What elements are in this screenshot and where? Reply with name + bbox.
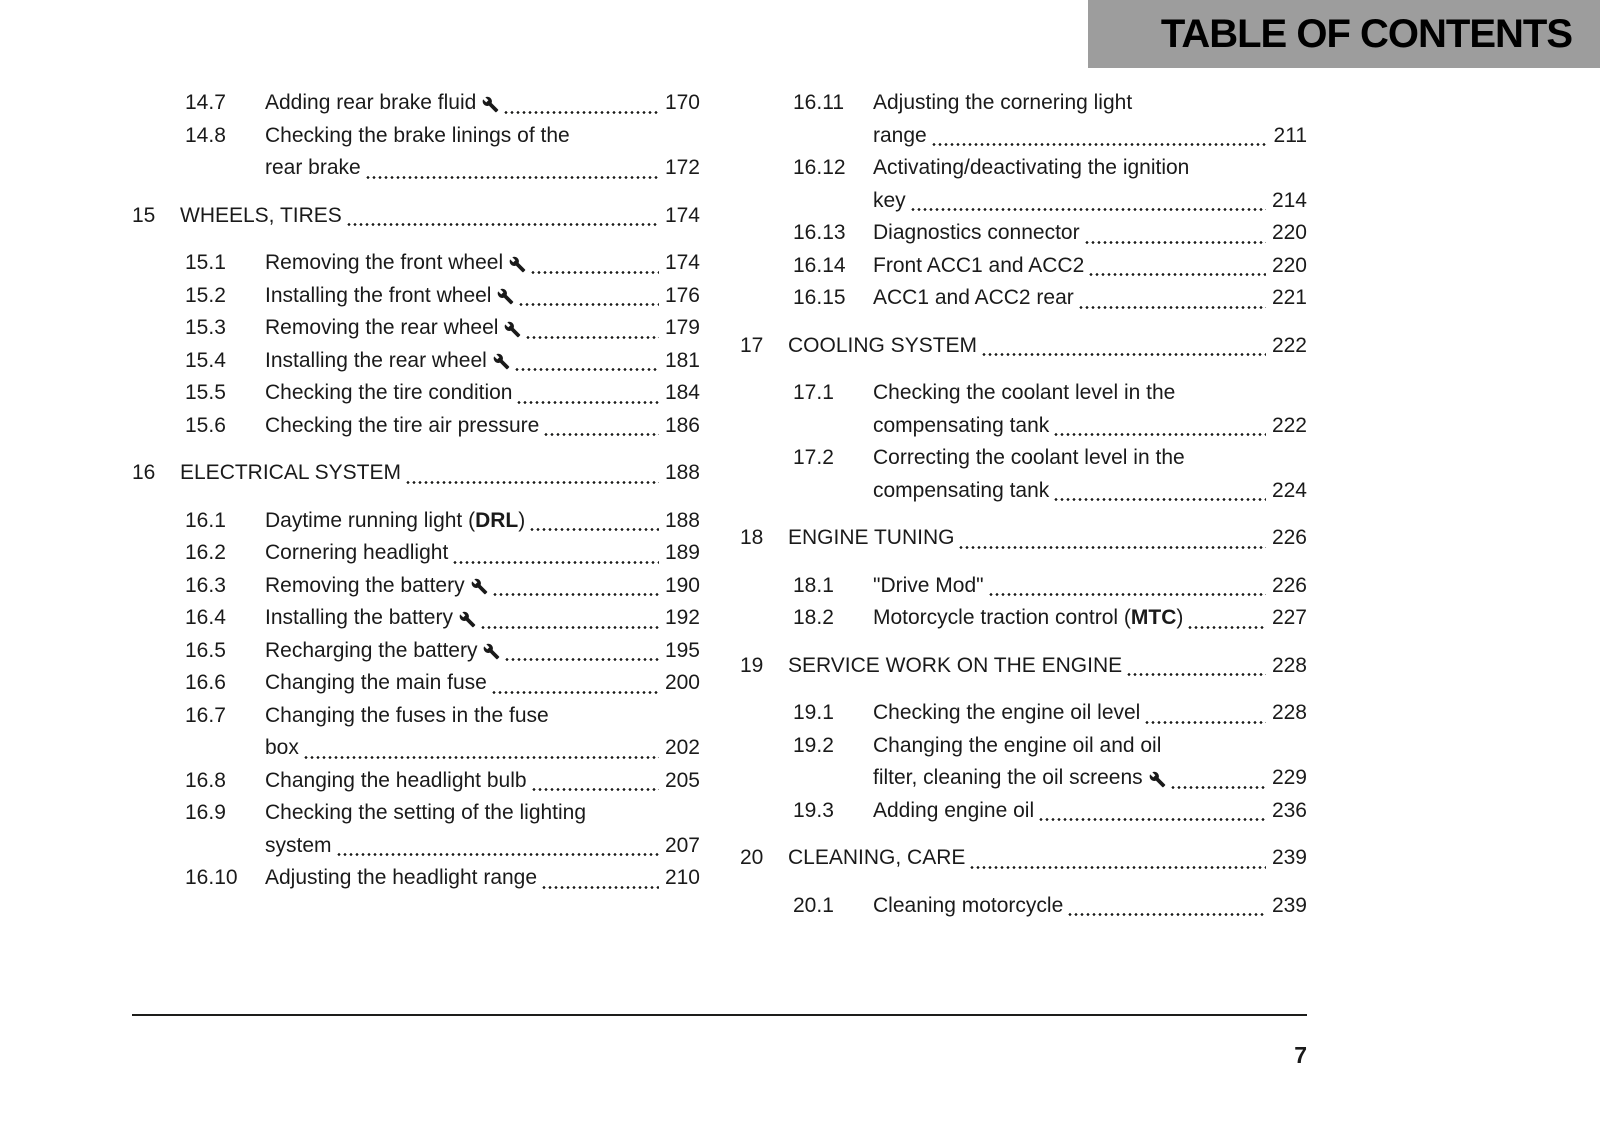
toc-entry — [132, 765, 700, 798]
wrench-icon — [509, 256, 526, 273]
dot-leader — [303, 756, 659, 759]
toc-entry-title: "Drive Mod" 226 — [873, 570, 1307, 603]
toc-entry-page: 189 — [664, 541, 700, 564]
toc-entry-number: 17.2 — [793, 446, 834, 469]
toc-entry — [132, 457, 700, 490]
toc-entry — [740, 282, 1307, 315]
dot-leader — [958, 546, 1265, 549]
toc-entry-title: Front ACC1 and ACC2 220 — [873, 250, 1307, 283]
dot-leader — [1187, 626, 1266, 629]
dot-leader — [910, 208, 1266, 211]
dot-leader — [1084, 241, 1266, 244]
toc-entry-page: 222 — [1271, 413, 1307, 437]
toc-entry-number: 14.7 — [185, 91, 226, 114]
toc-entry-page: 220 — [1271, 221, 1307, 244]
toc-entry-page: 236 — [1271, 798, 1307, 822]
toc-entry-number: 16.12 — [793, 156, 846, 179]
toc-entry-title: Correcting the coolant level in the compensating tank 224 — [873, 442, 1307, 507]
toc-entry-page: 229 — [1271, 766, 1307, 789]
toc-entry-title: Checking the engine oil level 228 — [873, 697, 1307, 730]
toc-entry-page: 170 — [664, 91, 700, 114]
toc-entry-number: 18 — [740, 526, 764, 549]
toc-entry-page: 222 — [1271, 333, 1307, 357]
toc-entry — [132, 410, 700, 443]
dot-leader — [518, 303, 658, 306]
footer-page-number: 7 — [1294, 1042, 1307, 1068]
toc-entry-page: 228 — [1271, 653, 1307, 677]
toc-entry-title: ACC1 and ACC2 rear 221 — [873, 282, 1307, 315]
toc-entry-page: 207 — [664, 833, 700, 857]
toc-entry-page: 192 — [664, 606, 700, 629]
toc-entry — [132, 345, 700, 378]
toc-entry-number: 17.1 — [793, 381, 834, 404]
wrench-icon — [471, 578, 488, 595]
dot-leader — [1170, 786, 1266, 789]
toc-entry-page: 186 — [664, 413, 700, 437]
toc-entry-page: 172 — [664, 156, 700, 179]
toc-entry — [740, 730, 1307, 795]
toc-entry-title: Cleaning motorcycle 239 — [873, 890, 1307, 923]
toc-entry-title: Checking the setting of the lighting system 207 — [265, 797, 700, 862]
toc-entry-number: 16.4 — [185, 606, 226, 629]
dot-leader — [492, 593, 659, 596]
toc-entry-page: 210 — [664, 866, 700, 889]
toc-entry-title: WHEELS, TIRES 174 — [180, 200, 700, 233]
toc-entry-title: ELECTRICAL SYSTEM 188 — [180, 457, 700, 490]
dot-leader — [1126, 673, 1266, 676]
toc-entry-number: 16.13 — [793, 221, 846, 244]
toc-entry-number: 16 — [132, 461, 156, 484]
toc-entry-page: 202 — [664, 736, 700, 759]
toc-entry — [740, 795, 1307, 828]
toc-entry-number: 19.3 — [793, 798, 834, 822]
toc-entry — [132, 570, 700, 603]
toc-entry-page: 211 — [1273, 123, 1307, 147]
toc-entry — [132, 602, 700, 635]
toc-entry — [132, 505, 700, 538]
dot-leader — [1053, 498, 1266, 501]
header-bar — [1088, 0, 1600, 68]
toc-entry-number: 16.8 — [185, 768, 226, 792]
toc-entry — [740, 152, 1307, 217]
toc-entry-page: 221 — [1271, 286, 1307, 309]
toc-entry-title: Adjusting the cornering light range 211 — [873, 87, 1307, 152]
toc-entry-number: 16.6 — [185, 671, 226, 694]
dot-leader — [969, 866, 1266, 869]
toc-entry — [132, 862, 700, 895]
dot-leader — [543, 433, 659, 436]
toc-entry-number: 15.6 — [185, 413, 226, 437]
toc-entry-number: 15.2 — [185, 283, 226, 307]
toc-entry-number: 16.10 — [185, 866, 238, 889]
toc-entry-title: Activating/deactivating the ignition key 214 — [873, 152, 1307, 217]
toc-entry-number: 15.4 — [185, 348, 226, 372]
toc-entry-page: 195 — [664, 638, 700, 662]
dot-leader — [531, 788, 659, 791]
dot-leader — [346, 223, 659, 226]
toc-entry — [132, 312, 700, 345]
toc-entry — [740, 842, 1307, 875]
toc-entry-page: 205 — [664, 768, 700, 792]
toc-entry — [740, 890, 1307, 923]
toc-entry-number: 19 — [740, 653, 764, 677]
toc-entry — [132, 700, 700, 765]
dot-leader — [529, 528, 659, 531]
toc-entry-title: Installing the rear wheel 181 — [265, 345, 700, 378]
toc-entry-number: 16.9 — [185, 801, 226, 824]
toc-entry — [132, 200, 700, 233]
dot-leader — [336, 853, 659, 856]
dot-leader — [981, 353, 1266, 356]
toc-entry — [132, 797, 700, 862]
toc-entry-number: 17 — [740, 333, 764, 357]
toc-entry-title: Adding engine oil 236 — [873, 795, 1307, 828]
toc-entry-title: ENGINE TUNING 226 — [788, 522, 1307, 555]
toc-entry — [740, 250, 1307, 283]
dot-leader — [504, 658, 658, 661]
toc-entry — [740, 377, 1307, 442]
toc-entry-page: 174 — [664, 251, 700, 274]
toc-entry — [740, 522, 1307, 555]
dot-leader — [525, 336, 659, 339]
toc-entry-title: Removing the battery 190 — [265, 570, 700, 603]
toc-entry-number: 16.3 — [185, 573, 226, 597]
wrench-icon — [497, 288, 514, 305]
toc-entry-title: COOLING SYSTEM 222 — [788, 330, 1307, 363]
toc-entry-page: 214 — [1271, 188, 1307, 212]
toc-entry-page: 174 — [664, 203, 700, 227]
toc-entry-number: 16.7 — [185, 703, 226, 727]
toc-entry-title: Adjusting the headlight range 210 — [265, 862, 700, 895]
toc-entry-title: Recharging the battery 195 — [265, 635, 700, 668]
toc-entry-title: Changing the main fuse 200 — [265, 667, 700, 700]
toc-entry-title: Changing the fuses in the fuse box 202 — [265, 700, 700, 765]
toc-entry — [132, 247, 700, 280]
toc-entry — [132, 635, 700, 668]
toc-entry-title: Changing the headlight bulb 205 — [265, 765, 700, 798]
dot-leader — [931, 143, 1268, 146]
toc-entry-page: 176 — [664, 283, 700, 307]
toc-entry-page: 226 — [1271, 526, 1307, 549]
dot-leader — [365, 176, 659, 179]
toc-entry-title: SERVICE WORK ON THE ENGINE 228 — [788, 650, 1307, 683]
footer-divider — [132, 1014, 1307, 1016]
toc-entry-title: Diagnostics connector 220 — [873, 217, 1307, 250]
toc-entry — [132, 377, 700, 410]
toc-entry-number: 18.1 — [793, 573, 834, 597]
toc-entry — [740, 650, 1307, 683]
toc-entry — [132, 537, 700, 570]
toc-entry-title: Installing the front wheel 176 — [265, 280, 700, 313]
toc-entry-page: 181 — [664, 348, 700, 372]
toc-entry — [740, 602, 1307, 635]
toc-entry-page: 228 — [1271, 701, 1307, 724]
toc-entry-number: 15.5 — [185, 381, 226, 404]
toc-entry-number: 16.14 — [793, 253, 846, 277]
toc-entry-number: 16.15 — [793, 286, 846, 309]
toc-entry-title: CLEANING, CARE 239 — [788, 842, 1307, 875]
dot-leader — [1067, 913, 1266, 916]
dot-leader — [1053, 433, 1266, 436]
dot-leader — [541, 886, 659, 889]
dot-leader — [516, 401, 658, 404]
toc-entry-page: 188 — [664, 461, 700, 484]
toc-entry-page: 184 — [664, 381, 700, 404]
toc-entry-number: 16.5 — [185, 638, 226, 662]
wrench-icon — [482, 96, 499, 113]
dot-leader — [452, 561, 659, 564]
toc-entry-number: 20 — [740, 846, 764, 869]
wrench-icon — [504, 321, 521, 338]
toc-entry-number: 20.1 — [793, 893, 834, 917]
toc-entry-number: 14.8 — [185, 123, 226, 147]
dot-leader — [988, 593, 1266, 596]
toc-entry-number: 15.3 — [185, 316, 226, 339]
toc-column-1 — [132, 87, 700, 922]
toc-entry — [740, 442, 1307, 507]
dot-leader — [503, 111, 659, 114]
toc-entry-number: 18.2 — [793, 606, 834, 629]
toc-entry — [132, 87, 700, 120]
toc-entry-page: 179 — [664, 316, 700, 339]
dot-leader — [480, 626, 659, 629]
toc-entry-number: 16.11 — [793, 91, 844, 114]
dot-leader — [1078, 306, 1266, 309]
toc-entry — [132, 120, 700, 185]
toc-entry-title: Adding rear brake fluid 170 — [265, 87, 700, 120]
wrench-icon — [1149, 771, 1166, 788]
wrench-icon — [493, 353, 510, 370]
dot-leader — [491, 691, 659, 694]
toc-entry-title: Removing the rear wheel 179 — [265, 312, 700, 345]
toc-entry-title: Daytime running light (DRL) 188 — [265, 505, 700, 538]
toc-entry — [740, 217, 1307, 250]
dot-leader — [1144, 721, 1266, 724]
toc-entry-number: 19.2 — [793, 733, 834, 757]
dot-leader — [1088, 273, 1266, 276]
toc-entry-page: 226 — [1271, 573, 1307, 597]
toc-entry-title: Removing the front wheel 174 — [265, 247, 700, 280]
toc-entry-page: 188 — [664, 508, 700, 532]
toc-entry-page: 239 — [1271, 893, 1307, 917]
toc-entry-title: Motorcycle traction control (MTC) 227 — [873, 602, 1307, 635]
toc-entry — [740, 330, 1307, 363]
toc-column-2 — [740, 87, 1307, 922]
toc-entry-page: 224 — [1271, 478, 1307, 502]
toc-entry-title: Checking the tire air pressure 186 — [265, 410, 700, 443]
toc-entry-number: 15 — [132, 203, 156, 227]
wrench-icon — [483, 643, 500, 660]
toc-entry — [740, 570, 1307, 603]
toc-entry-number: 16.1 — [185, 508, 226, 532]
toc-entry-title: Installing the battery 192 — [265, 602, 700, 635]
dot-leader — [514, 368, 659, 371]
toc-entry — [132, 280, 700, 313]
toc-entry — [740, 697, 1307, 730]
toc-entry-page: 220 — [1271, 253, 1307, 277]
toc-entry-title: Checking the brake linings of the rear brake 172 — [265, 120, 700, 185]
toc-entry-number: 19.1 — [793, 701, 834, 724]
toc-entry-number: 16.2 — [185, 541, 226, 564]
toc-entry-title: Cornering headlight 189 — [265, 537, 700, 570]
toc-body — [132, 87, 1307, 922]
toc-entry-title: Checking the tire condition 184 — [265, 377, 700, 410]
toc-entry-title: Checking the coolant level in the compensating tank 222 — [873, 377, 1307, 442]
dot-leader — [405, 481, 659, 484]
dot-leader — [530, 271, 659, 274]
wrench-icon — [459, 611, 476, 628]
toc-entry-page: 190 — [664, 573, 700, 597]
toc-entry — [132, 667, 700, 700]
toc-entry-number: 15.1 — [185, 251, 226, 274]
dot-leader — [1038, 818, 1266, 821]
page-title: TABLE OF CONTENTS — [1160, 11, 1572, 56]
toc-entry-title: Changing the engine oil and oil filter, cleaning the oil screens 229 — [873, 730, 1307, 795]
toc-entry — [740, 87, 1307, 152]
toc-entry-page: 239 — [1271, 846, 1307, 869]
toc-entry-page: 227 — [1271, 606, 1307, 629]
toc-entry-page: 200 — [664, 671, 700, 694]
